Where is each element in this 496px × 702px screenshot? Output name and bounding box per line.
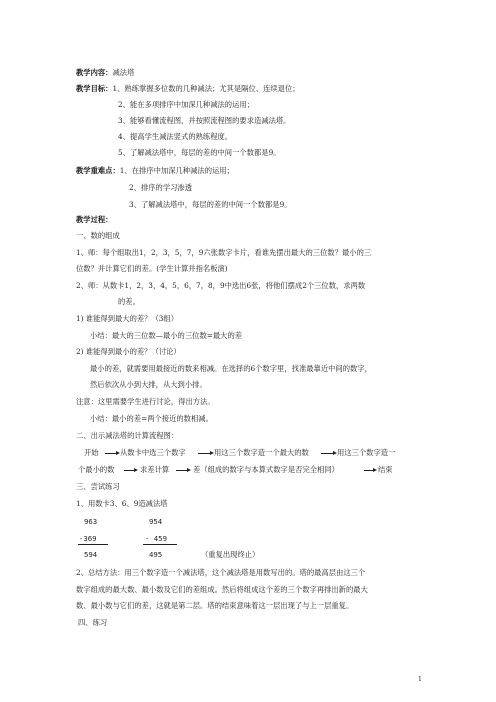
question-1-summary: 小结：最大的三位数—最小的三位数=最大的差 [90, 331, 243, 340]
s1-item2-line-a: 2、师：从数卡1，2，3，4，5，6，7，8，9中选出6张，将他们摆成2个三位数，求两数 [76, 281, 366, 290]
flow-step-1: 从数卡中选三个数字 [120, 448, 186, 457]
flow-arrow-1 [105, 453, 118, 454]
flow-arrow-6 [364, 470, 375, 471]
question-2-line-a: 最小的差，就需要用最接近的数来相减。在选择的6个数字里，找准最靠近中间的数字， [90, 364, 372, 373]
note-line: 注意：这里需要学生进行讨论，得出方法。 [76, 397, 215, 406]
section-1-title: 一、数的组成 [76, 231, 120, 240]
flow-arrow-4 [124, 470, 136, 471]
calc-left-result: 594 [84, 550, 98, 559]
section-4-title: 四、练习 [78, 618, 108, 627]
content-value: 减法塔 [112, 68, 135, 77]
s1-item1-line-b: 位数？并计算它们的差。(学生计算并指名板演) [76, 264, 228, 273]
flow-start: 开始 [84, 448, 99, 457]
s3-item-2-line-a: 2、总结方法：用三个数字造一个减法塔，这个减法塔是用数写出的。塔的最高层由这三个 [76, 568, 366, 577]
calc-right-subtrahend: - 459 [145, 534, 167, 543]
goal-4: 4、提高学生减法竖式的熟练程度。 [118, 132, 233, 141]
question-2-line-b: 然后依次从小到大排，从大到小排。 [90, 380, 207, 389]
calc-right-result: 495 [149, 550, 163, 559]
content-line [76, 68, 134, 77]
goal-3: 3、能够看懂流程图，并按照流程图的要求造减法塔。 [118, 116, 291, 125]
question-2: 2) 谁能得到最小的差？（讨论） [76, 347, 181, 356]
calc-left-subtrahend: -369 [79, 534, 97, 543]
calc-left-top: 963 [84, 517, 98, 526]
s1-item2-line-b: 的差。 [118, 297, 140, 306]
goal-1: 1、熟练掌握多位数的几种减法；尤其是隔位、连续退位； [112, 84, 300, 93]
key-point-2: 2、排序的学习渗透 [129, 183, 193, 192]
calc-right-top: 954 [149, 517, 163, 526]
goals-label: 教学目标： [76, 84, 113, 93]
flow-end: 结束 [378, 465, 393, 474]
s3-item-1: 1、用数卡3、6、9造减法塔 [76, 499, 168, 508]
s3-item-2-line-c: 数、最小数与它们的差，这就是第二层。塔的结束意味着这一层出现了与上一层重复。 [76, 601, 354, 610]
question-1: 1) 谁能得到最大的差？（3组） [76, 314, 179, 323]
flow-step-2: 用这三个数字造一个最大的数 [214, 448, 309, 457]
flow-arrow-5 [176, 470, 189, 471]
goal-2: 2、能在多项排序中加深几种减法的运用； [118, 100, 254, 109]
flow-arrow-3 [321, 453, 335, 454]
flow-step-4: 个最小的数 [78, 465, 115, 474]
flow-step-5: 求差计算 [140, 465, 170, 474]
s3-item-2-line-b: 数字组成的最大数、最小数及它们的差组成。然后将组成这个差的三个数字再排出新的最大 [76, 585, 368, 594]
goal-5: 5、了解减法塔中，每层的差的中间一个数都是9。 [118, 148, 281, 157]
calc-left-underline [78, 544, 108, 545]
process-label: 教学过程： [76, 215, 113, 224]
flow-step-6: 差（组成的数字与本算式数字是否完全相同） [193, 465, 339, 474]
key-line-1 [76, 166, 234, 175]
section-2-title: 二、出示减法塔的计算流程图： [76, 431, 179, 440]
section-3-title: 三、尝试练习 [76, 482, 120, 491]
question-2-summary: 小结：最小的差=两个接近的数相减。 [90, 414, 213, 423]
calc-note: （重复出现终止） [201, 550, 260, 559]
key-point-3: 3、了解减法塔中，每层的差的中间一个数都是9。 [129, 200, 292, 209]
goals-line-1 [76, 84, 300, 93]
content-label: 教学内容： [76, 68, 113, 77]
flow-arrow-2 [198, 453, 212, 454]
key-point-1: 1、在排序中加深几种减法的运用； [119, 166, 234, 175]
calc-right-underline [143, 544, 177, 545]
key-label: 教学重难点： [76, 166, 120, 175]
flow-step-3: 用这三个数字造一 [337, 448, 396, 457]
s1-item1-line-a: 1、师：每个组取出1，2，3，5，7，9六张数字卡片，看谁先摆出最大的三位数？最小的三 [76, 248, 372, 257]
page-number: 1 [418, 676, 422, 683]
